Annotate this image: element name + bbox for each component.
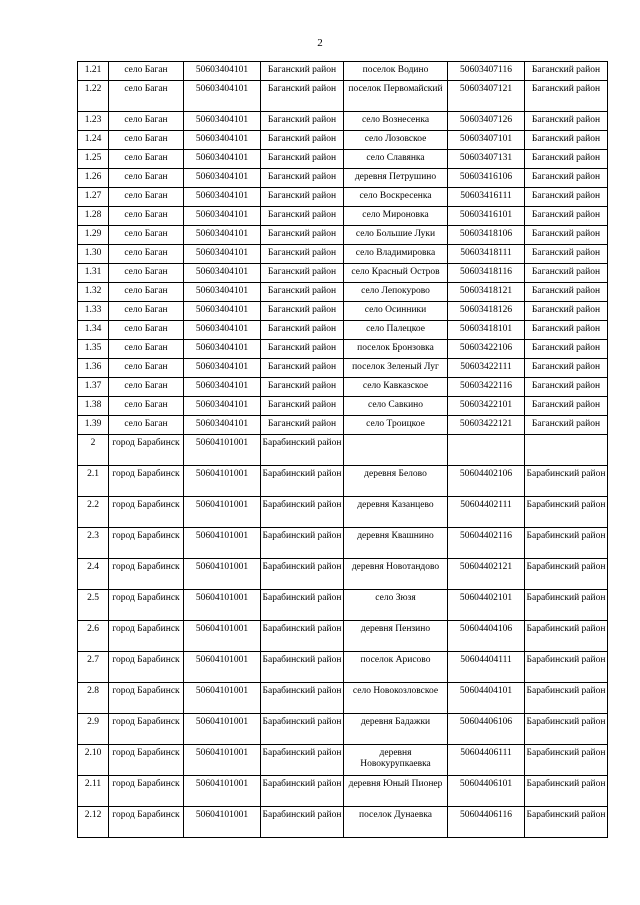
center-oktmo-cell: 50603404101 xyxy=(184,226,261,245)
row-number-cell: 2.1 xyxy=(78,466,109,497)
settlement-name-cell: село Осинники xyxy=(344,302,448,321)
row-number-cell: 2.9 xyxy=(78,714,109,745)
table-row xyxy=(78,590,608,621)
center-oktmo-cell: 50604101001 xyxy=(184,807,261,838)
settlement-name-cell: деревня Новотандово xyxy=(344,559,448,590)
center-oktmo-cell: 50604101001 xyxy=(184,590,261,621)
center-settlement-cell: село Баган xyxy=(109,188,184,207)
center-settlement-cell: город Барабинск xyxy=(109,807,184,838)
settlement-oktmo-cell: 50604406116 xyxy=(448,807,525,838)
table-row xyxy=(78,652,608,683)
settlement-name-cell: село Новокозловское xyxy=(344,683,448,714)
center-settlement-cell: город Барабинск xyxy=(109,776,184,807)
settlement-name-cell: деревня Казанцево xyxy=(344,497,448,528)
table-row xyxy=(78,112,608,131)
settlement-oktmo-cell: 50604404111 xyxy=(448,652,525,683)
settlement-oktmo-cell: 50603418106 xyxy=(448,226,525,245)
settlement-district-cell: Баганский район xyxy=(525,169,608,188)
table-row xyxy=(78,283,608,302)
center-district-cell: Баганский район xyxy=(261,321,344,340)
center-settlement-cell: село Баган xyxy=(109,340,184,359)
center-district-cell: Барабинский район xyxy=(261,652,344,683)
row-number-cell: 1.25 xyxy=(78,150,109,169)
row-number-cell: 1.30 xyxy=(78,245,109,264)
row-number-cell: 2.3 xyxy=(78,528,109,559)
center-settlement-cell: город Барабинск xyxy=(109,466,184,497)
table-row xyxy=(78,245,608,264)
center-district-cell: Баганский район xyxy=(261,245,344,264)
table-row xyxy=(78,621,608,652)
table-row xyxy=(78,340,608,359)
settlement-district-cell: Баганский район xyxy=(525,112,608,131)
settlement-district-cell: Баганский район xyxy=(525,207,608,226)
settlement-name-cell: село Троицкое xyxy=(344,416,448,435)
center-settlement-cell: село Баган xyxy=(109,378,184,397)
center-district-cell: Барабинский район xyxy=(261,435,344,466)
center-oktmo-cell: 50604101001 xyxy=(184,435,261,466)
center-settlement-cell: село Баган xyxy=(109,207,184,226)
center-settlement-cell: село Баган xyxy=(109,112,184,131)
row-number-cell: 1.32 xyxy=(78,283,109,302)
settlement-name-cell: село Владимировка xyxy=(344,245,448,264)
center-settlement-cell: город Барабинск xyxy=(109,652,184,683)
table-row xyxy=(78,207,608,226)
center-oktmo-cell: 50603404101 xyxy=(184,207,261,226)
settlement-oktmo-cell: 50603407116 xyxy=(448,62,525,81)
table-row xyxy=(78,559,608,590)
center-district-cell: Барабинский район xyxy=(261,807,344,838)
center-oktmo-cell: 50603404101 xyxy=(184,62,261,81)
center-settlement-cell: село Баган xyxy=(109,131,184,150)
center-oktmo-cell: 50603404101 xyxy=(184,416,261,435)
center-settlement-cell: город Барабинск xyxy=(109,745,184,776)
center-district-cell: Баганский район xyxy=(261,397,344,416)
row-number-cell: 2.12 xyxy=(78,807,109,838)
center-oktmo-cell: 50603404101 xyxy=(184,131,261,150)
settlement-oktmo-cell: 50603416106 xyxy=(448,169,525,188)
settlement-oktmo-cell: 50604406111 xyxy=(448,745,525,776)
settlement-district-cell: Баганский район xyxy=(525,416,608,435)
settlement-district-cell: Барабинский район xyxy=(525,683,608,714)
settlement-name-cell: поселок Водино xyxy=(344,62,448,81)
center-district-cell: Барабинский район xyxy=(261,621,344,652)
settlement-name-cell: село Мироновка xyxy=(344,207,448,226)
center-settlement-cell: село Баган xyxy=(109,264,184,283)
center-oktmo-cell: 50604101001 xyxy=(184,714,261,745)
settlement-district-cell: Баганский район xyxy=(525,340,608,359)
settlement-name-cell: село Кавказское xyxy=(344,378,448,397)
settlement-oktmo-cell: 50603418121 xyxy=(448,283,525,302)
row-number-cell: 1.36 xyxy=(78,359,109,378)
settlement-name-cell: деревня Белово xyxy=(344,466,448,497)
table-row xyxy=(78,188,608,207)
row-number-cell: 2.10 xyxy=(78,745,109,776)
row-number-cell: 2.4 xyxy=(78,559,109,590)
center-district-cell: Барабинский район xyxy=(261,528,344,559)
table-row xyxy=(78,302,608,321)
settlement-oktmo-cell: 50603422116 xyxy=(448,378,525,397)
table-row xyxy=(78,466,608,497)
center-district-cell: Барабинский район xyxy=(261,497,344,528)
table-row xyxy=(78,807,608,838)
settlement-district-cell: Баганский район xyxy=(525,264,608,283)
settlement-oktmo-cell: 50603407131 xyxy=(448,150,525,169)
row-number-cell: 1.22 xyxy=(78,81,109,112)
settlement-name-cell: деревня Новокурупкаевка xyxy=(344,745,448,776)
settlement-oktmo-cell: 50603422101 xyxy=(448,397,525,416)
center-district-cell: Баганский район xyxy=(261,416,344,435)
center-district-cell: Баганский район xyxy=(261,226,344,245)
center-district-cell: Барабинский район xyxy=(261,714,344,745)
settlement-oktmo-cell: 50603416101 xyxy=(448,207,525,226)
center-oktmo-cell: 50603404101 xyxy=(184,359,261,378)
center-district-cell: Баганский район xyxy=(261,283,344,302)
settlement-district-cell: Баганский район xyxy=(525,62,608,81)
table-row xyxy=(78,528,608,559)
center-district-cell: Баганский район xyxy=(261,62,344,81)
settlement-oktmo-cell: 50603418126 xyxy=(448,302,525,321)
row-number-cell: 1.23 xyxy=(78,112,109,131)
table-row xyxy=(78,62,608,81)
row-number-cell: 2 xyxy=(78,435,109,466)
center-district-cell: Барабинский район xyxy=(261,559,344,590)
center-settlement-cell: село Баган xyxy=(109,359,184,378)
center-settlement-cell: село Баган xyxy=(109,62,184,81)
settlement-oktmo-cell: 50603418111 xyxy=(448,245,525,264)
center-district-cell: Барабинский район xyxy=(261,776,344,807)
settlement-oktmo-cell: 50604402121 xyxy=(448,559,525,590)
table-row xyxy=(78,81,608,112)
row-number-cell: 1.37 xyxy=(78,378,109,397)
center-oktmo-cell: 50603404101 xyxy=(184,283,261,302)
table-row xyxy=(78,416,608,435)
row-number-cell: 1.26 xyxy=(78,169,109,188)
row-number-cell: 2.6 xyxy=(78,621,109,652)
settlement-name-cell: село Большие Луки xyxy=(344,226,448,245)
table-row xyxy=(78,359,608,378)
settlement-district-cell: Барабинский район xyxy=(525,497,608,528)
center-settlement-cell: село Баган xyxy=(109,245,184,264)
center-oktmo-cell: 50604101001 xyxy=(184,466,261,497)
table-row xyxy=(78,150,608,169)
settlement-oktmo-cell: 50604406101 xyxy=(448,776,525,807)
settlement-name-cell: поселок Зеленый Луг xyxy=(344,359,448,378)
row-number-cell: 1.28 xyxy=(78,207,109,226)
center-settlement-cell: город Барабинск xyxy=(109,590,184,621)
settlement-district-cell: Барабинский район xyxy=(525,776,608,807)
center-settlement-cell: село Баган xyxy=(109,150,184,169)
center-oktmo-cell: 50604101001 xyxy=(184,776,261,807)
row-number-cell: 1.33 xyxy=(78,302,109,321)
settlement-oktmo-cell: 50603416111 xyxy=(448,188,525,207)
settlement-name-cell: поселок Первомайский xyxy=(344,81,448,112)
settlement-oktmo-cell: 50603418116 xyxy=(448,264,525,283)
table-row xyxy=(78,131,608,150)
row-number-cell: 1.29 xyxy=(78,226,109,245)
center-district-cell: Баганский район xyxy=(261,378,344,397)
center-oktmo-cell: 50603404101 xyxy=(184,112,261,131)
table-row xyxy=(78,226,608,245)
center-district-cell: Баганский район xyxy=(261,302,344,321)
row-number-cell: 1.35 xyxy=(78,340,109,359)
row-number-cell: 1.39 xyxy=(78,416,109,435)
row-number-cell: 2.5 xyxy=(78,590,109,621)
settlement-oktmo-cell: 50603407101 xyxy=(448,131,525,150)
center-oktmo-cell: 50603404101 xyxy=(184,188,261,207)
center-settlement-cell: город Барабинск xyxy=(109,528,184,559)
settlement-oktmo-cell: 50604402101 xyxy=(448,590,525,621)
settlement-district-cell: Баганский район xyxy=(525,150,608,169)
center-settlement-cell: село Баган xyxy=(109,226,184,245)
settlement-district-cell: Баганский район xyxy=(525,302,608,321)
center-settlement-cell: село Баган xyxy=(109,397,184,416)
settlement-name-cell: село Зюзя xyxy=(344,590,448,621)
center-district-cell: Баганский район xyxy=(261,188,344,207)
table-row xyxy=(78,264,608,283)
center-oktmo-cell: 50603404101 xyxy=(184,321,261,340)
center-oktmo-cell: 50604101001 xyxy=(184,683,261,714)
center-district-cell: Баганский район xyxy=(261,169,344,188)
center-oktmo-cell: 50604101001 xyxy=(184,497,261,528)
table-row xyxy=(78,435,608,466)
settlement-oktmo-cell: 50604404101 xyxy=(448,683,525,714)
center-oktmo-cell: 50604101001 xyxy=(184,652,261,683)
table-row xyxy=(78,497,608,528)
table-body xyxy=(78,62,608,838)
center-district-cell: Барабинский район xyxy=(261,466,344,497)
row-number-cell: 2.8 xyxy=(78,683,109,714)
settlement-district-cell: Баганский район xyxy=(525,397,608,416)
center-district-cell: Баганский район xyxy=(261,359,344,378)
settlement-district-cell: Баганский район xyxy=(525,359,608,378)
settlement-oktmo-cell: 50603422111 xyxy=(448,359,525,378)
center-district-cell: Баганский район xyxy=(261,81,344,112)
row-number-cell: 1.21 xyxy=(78,62,109,81)
center-settlement-cell: город Барабинск xyxy=(109,497,184,528)
center-settlement-cell: село Баган xyxy=(109,302,184,321)
center-oktmo-cell: 50604101001 xyxy=(184,559,261,590)
table-row xyxy=(78,397,608,416)
settlement-oktmo-cell xyxy=(448,435,525,466)
settlement-district-cell: Барабинский район xyxy=(525,559,608,590)
settlement-oktmo-cell: 50603422106 xyxy=(448,340,525,359)
settlement-district-cell: Баганский район xyxy=(525,131,608,150)
settlement-district-cell: Баганский район xyxy=(525,245,608,264)
settlement-district-cell: Баганский район xyxy=(525,226,608,245)
center-settlement-cell: село Баган xyxy=(109,169,184,188)
settlement-district-cell: Барабинский район xyxy=(525,466,608,497)
settlement-oktmo-cell: 50603407126 xyxy=(448,112,525,131)
settlement-name-cell: деревня Бадажки xyxy=(344,714,448,745)
settlement-district-cell: Баганский район xyxy=(525,321,608,340)
settlement-district-cell: Барабинский район xyxy=(525,621,608,652)
settlement-oktmo-cell: 50604402106 xyxy=(448,466,525,497)
center-district-cell: Баганский район xyxy=(261,264,344,283)
settlement-district-cell: Барабинский район xyxy=(525,528,608,559)
settlement-name-cell: деревня Пензино xyxy=(344,621,448,652)
table-row xyxy=(78,169,608,188)
settlement-oktmo-cell: 50604402116 xyxy=(448,528,525,559)
center-oktmo-cell: 50603404101 xyxy=(184,397,261,416)
center-oktmo-cell: 50603404101 xyxy=(184,81,261,112)
settlement-district-cell: Баганский район xyxy=(525,283,608,302)
settlement-district-cell xyxy=(525,435,608,466)
settlement-oktmo-cell: 50604406106 xyxy=(448,714,525,745)
settlement-oktmo-cell: 50604404106 xyxy=(448,621,525,652)
settlement-district-cell: Барабинский район xyxy=(525,652,608,683)
center-district-cell: Барабинский район xyxy=(261,590,344,621)
settlement-oktmo-cell: 50603418101 xyxy=(448,321,525,340)
center-oktmo-cell: 50603404101 xyxy=(184,340,261,359)
settlement-name-cell: село Вознесенка xyxy=(344,112,448,131)
settlement-district-cell: Баганский район xyxy=(525,81,608,112)
center-oktmo-cell: 50603404101 xyxy=(184,378,261,397)
row-number-cell: 1.31 xyxy=(78,264,109,283)
settlement-name-cell: поселок Арисово xyxy=(344,652,448,683)
settlement-name-cell: поселок Бронзовка xyxy=(344,340,448,359)
center-oktmo-cell: 50603404101 xyxy=(184,264,261,283)
center-district-cell: Баганский район xyxy=(261,112,344,131)
center-oktmo-cell: 50604101001 xyxy=(184,745,261,776)
settlement-name-cell: село Лозовское xyxy=(344,131,448,150)
center-settlement-cell: село Баган xyxy=(109,321,184,340)
center-district-cell: Баганский район xyxy=(261,340,344,359)
table-row xyxy=(78,683,608,714)
row-number-cell: 1.27 xyxy=(78,188,109,207)
center-district-cell: Баганский район xyxy=(261,131,344,150)
center-settlement-cell: село Баган xyxy=(109,416,184,435)
center-settlement-cell: село Баган xyxy=(109,283,184,302)
settlement-oktmo-cell: 50603407121 xyxy=(448,81,525,112)
settlement-name-cell: село Красный Остров xyxy=(344,264,448,283)
settlement-name-cell: село Палецкое xyxy=(344,321,448,340)
settlement-name-cell: деревня Квашнино xyxy=(344,528,448,559)
center-district-cell: Барабинский район xyxy=(261,745,344,776)
settlement-name-cell: село Славянка xyxy=(344,150,448,169)
center-district-cell: Барабинский район xyxy=(261,683,344,714)
settlement-registry-table xyxy=(77,61,608,838)
row-number-cell: 1.34 xyxy=(78,321,109,340)
settlement-oktmo-cell: 50604402111 xyxy=(448,497,525,528)
center-settlement-cell: город Барабинск xyxy=(109,621,184,652)
settlement-district-cell: Барабинский район xyxy=(525,745,608,776)
settlement-district-cell: Баганский район xyxy=(525,378,608,397)
settlement-district-cell: Барабинский район xyxy=(525,714,608,745)
settlement-district-cell: Барабинский район xyxy=(525,590,608,621)
table-row xyxy=(78,321,608,340)
row-number-cell: 1.38 xyxy=(78,397,109,416)
center-oktmo-cell: 50603404101 xyxy=(184,302,261,321)
center-oktmo-cell: 50603404101 xyxy=(184,245,261,264)
settlement-district-cell: Баганский район xyxy=(525,188,608,207)
settlement-name-cell: деревня Юный Пионер xyxy=(344,776,448,807)
settlement-oktmo-cell: 50603422121 xyxy=(448,416,525,435)
table-row xyxy=(78,714,608,745)
row-number-cell: 2.2 xyxy=(78,497,109,528)
settlement-name-cell: село Воскресенка xyxy=(344,188,448,207)
settlement-name-cell xyxy=(344,435,448,466)
page-number: 2 xyxy=(317,37,323,49)
row-number-cell: 2.11 xyxy=(78,776,109,807)
table-row xyxy=(78,378,608,397)
center-oktmo-cell: 50604101001 xyxy=(184,621,261,652)
center-settlement-cell: город Барабинск xyxy=(109,559,184,590)
center-oktmo-cell: 50603404101 xyxy=(184,150,261,169)
center-settlement-cell: село Баган xyxy=(109,81,184,112)
settlement-name-cell: село Савкино xyxy=(344,397,448,416)
center-district-cell: Баганский район xyxy=(261,150,344,169)
settlement-name-cell: поселок Дунаевка xyxy=(344,807,448,838)
center-oktmo-cell: 50603404101 xyxy=(184,169,261,188)
table-row xyxy=(78,745,608,776)
center-district-cell: Баганский район xyxy=(261,207,344,226)
center-settlement-cell: город Барабинск xyxy=(109,435,184,466)
center-settlement-cell: город Барабинск xyxy=(109,683,184,714)
row-number-cell: 2.7 xyxy=(78,652,109,683)
center-oktmo-cell: 50604101001 xyxy=(184,528,261,559)
row-number-cell: 1.24 xyxy=(78,131,109,150)
settlement-name-cell: деревня Петрушино xyxy=(344,169,448,188)
settlement-name-cell: село Лепокурово xyxy=(344,283,448,302)
center-settlement-cell: город Барабинск xyxy=(109,714,184,745)
table-row xyxy=(78,776,608,807)
settlement-district-cell: Барабинский район xyxy=(525,807,608,838)
